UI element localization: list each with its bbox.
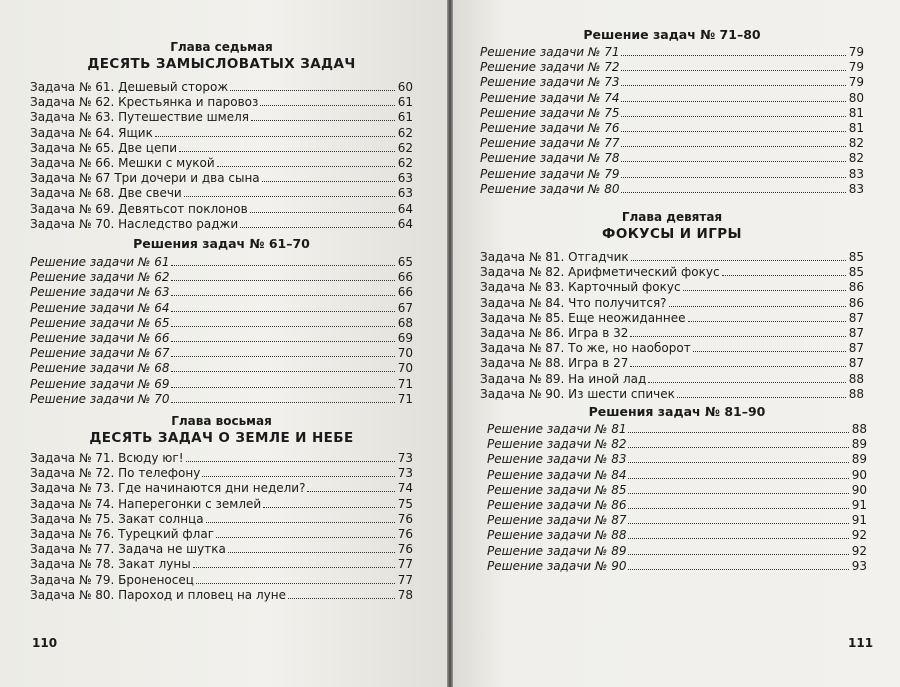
toc-row — [30, 497, 413, 512]
toc-entry-page: 91 — [851, 497, 867, 512]
toc-entry-page: 71 — [397, 391, 413, 406]
toc-entry-page: 77 — [397, 557, 413, 572]
dot-leader — [171, 311, 395, 312]
dot-leader — [621, 131, 846, 132]
toc-entry-title: Решение задачи № 90 — [487, 558, 627, 573]
toc-row — [487, 437, 867, 452]
toc-row — [30, 451, 413, 466]
toc-entry-title: Задача № 67 Три дочери и два сына — [30, 171, 260, 186]
page-number-right: 111 — [848, 636, 874, 650]
toc-row — [30, 202, 413, 217]
toc-row — [480, 387, 864, 402]
toc-entry-title: Задача № 73. Где начинаются дни недели? — [30, 481, 306, 496]
toc-row — [30, 217, 413, 232]
toc-entry-title: Задача № 63. Путешествие шмеля — [30, 110, 249, 125]
chapter-9-title: ФОКУСЫ И ИГРЫ — [602, 226, 742, 242]
toc-entry-title: Задача № 74. Наперегонки с землей — [30, 496, 262, 511]
toc-entry-title: Решение задачи № 61 — [30, 255, 170, 269]
toc-row — [30, 110, 413, 125]
chapter-7-list — [30, 80, 413, 232]
toc-row — [480, 106, 864, 121]
toc-entry-title: Задача № 61. Дешевый сторож — [30, 80, 229, 94]
toc-entry-page: 62 — [397, 140, 413, 155]
toc-entry-page: 70 — [397, 361, 413, 376]
toc-entry-title: Задача № 70. Наследство раджи — [30, 216, 239, 231]
solutions-71-80-title: Решение задач № 71–80 — [583, 27, 761, 42]
toc-entry-page: 62 — [397, 125, 413, 140]
toc-entry-title: Решение задачи № 65 — [30, 315, 170, 330]
toc-row — [30, 481, 413, 496]
toc-entry-page: 62 — [397, 155, 413, 170]
dot-leader — [621, 70, 846, 71]
solutions-71-80-block — [480, 27, 864, 197]
dot-leader — [262, 181, 395, 182]
toc-entry-page: 83 — [848, 166, 864, 181]
toc-entry-title: Решение задачи № 76 — [480, 120, 620, 135]
dot-leader — [677, 397, 846, 398]
chapter-7-label: Глава седьмая — [170, 40, 273, 54]
toc-entry-title: Задача № 76. Турецкий флаг — [30, 526, 214, 541]
toc-row — [480, 296, 864, 311]
dot-leader — [628, 462, 849, 463]
toc-entry-page: 77 — [397, 572, 413, 587]
dot-leader — [307, 491, 395, 492]
toc-row — [487, 452, 867, 467]
dot-leader — [171, 280, 395, 281]
toc-entry-page: 75 — [397, 496, 413, 511]
toc-row — [30, 156, 413, 171]
toc-entry-page: 67 — [397, 300, 413, 315]
toc-entry-page: 82 — [848, 151, 864, 166]
toc-entry-title: Решение задачи № 84 — [487, 467, 627, 482]
toc-row — [30, 377, 413, 392]
dot-leader — [628, 447, 849, 448]
toc-entry-title: Решение задачи № 64 — [30, 300, 170, 315]
toc-row — [30, 95, 413, 110]
toc-entry-page: 82 — [848, 136, 864, 151]
toc-entry-title: Решение задачи № 67 — [30, 346, 170, 361]
toc-entry-page: 90 — [851, 467, 867, 482]
dot-leader — [648, 382, 846, 383]
chapter-7-title: ДЕСЯТЬ ЗАМЫСЛОВАТЫХ ЗАДАЧ — [87, 56, 356, 72]
toc-row — [30, 301, 413, 316]
toc-row — [487, 513, 867, 528]
dot-leader — [628, 493, 849, 494]
chapter-8-title: ДЕСЯТЬ ЗАДАЧ О ЗЕМЛЕ И НЕБЕ — [89, 430, 354, 446]
toc-entry-title: Задача № 83. Карточный фокус — [480, 280, 681, 295]
dot-leader — [631, 260, 846, 261]
toc-entry-page: 76 — [397, 511, 413, 526]
toc-entry-page: 68 — [397, 315, 413, 330]
toc-entry-page: 90 — [851, 482, 867, 497]
toc-entry-title: Задача № 62. Крестьянка и паровоз — [30, 95, 259, 110]
toc-entry-title: Решение задачи № 85 — [487, 482, 627, 497]
dot-leader — [193, 567, 395, 568]
toc-row — [480, 60, 864, 75]
toc-entry-title: Задача № 80. Пароход и пловец на луне — [30, 587, 286, 602]
toc-entry-title: Решение задачи № 83 — [487, 452, 627, 467]
toc-entry-page: 76 — [397, 526, 413, 541]
dot-leader — [693, 351, 846, 352]
toc-entry-title: Задача № 64. Ящик — [30, 125, 153, 140]
dot-leader — [621, 177, 846, 178]
toc-entry-title: Решение задачи № 63 — [30, 285, 170, 300]
toc-row — [30, 346, 413, 361]
toc-entry-title: Решение задачи № 72 — [480, 60, 620, 75]
toc-entry-title: Решение задачи № 73 — [480, 75, 620, 90]
dot-leader — [240, 227, 395, 228]
toc-entry-page: 86 — [848, 280, 864, 295]
toc-entry-page: 66 — [397, 285, 413, 300]
toc-entry-page: 87 — [848, 325, 864, 340]
dot-leader — [263, 507, 395, 508]
toc-entry-title: Задача № 81. Отгадчик — [480, 250, 629, 264]
chapter-8-list — [30, 451, 413, 603]
toc-entry-page: 85 — [848, 265, 864, 280]
dot-leader — [621, 85, 846, 86]
toc-entry-page: 93 — [851, 558, 867, 573]
toc-entry-page: 74 — [397, 481, 413, 496]
toc-entry-page: 73 — [397, 451, 413, 465]
toc-row — [480, 356, 864, 371]
toc-entry-title: Решение задачи № 66 — [30, 330, 170, 345]
toc-row — [30, 588, 413, 603]
toc-row — [487, 422, 867, 437]
toc-entry-page: 76 — [397, 542, 413, 557]
dot-leader — [184, 196, 395, 197]
solutions-81-90-title: Решения задач № 81–90 — [588, 404, 766, 419]
chapter-7-block — [30, 40, 413, 232]
toc-entry-page: 87 — [848, 356, 864, 371]
page-number-left: 110 — [32, 636, 58, 650]
toc-row — [480, 167, 864, 182]
toc-entry-page: 88 — [848, 371, 864, 386]
toc-row — [487, 498, 867, 513]
toc-entry-page: 88 — [848, 386, 864, 401]
toc-entry-page: 71 — [397, 376, 413, 391]
dot-leader — [228, 552, 395, 553]
dot-leader — [196, 583, 395, 584]
toc-entry-title: Решение задачи № 80 — [480, 181, 620, 196]
toc-row — [480, 250, 864, 265]
dot-leader — [621, 146, 846, 147]
toc-row — [30, 141, 413, 156]
solutions-81-90-list — [487, 422, 867, 574]
toc-entry-title: Задача № 71. Всюду юг! — [30, 451, 184, 465]
dot-leader — [288, 598, 395, 599]
chapter-9-block — [480, 210, 864, 402]
dot-leader — [683, 290, 846, 291]
toc-row — [30, 171, 413, 186]
toc-row — [30, 331, 413, 346]
dot-leader — [628, 432, 849, 433]
dot-leader — [628, 508, 849, 509]
toc-entry-title: Решение задачи № 75 — [480, 105, 620, 120]
dot-leader — [171, 295, 395, 296]
toc-entry-title: Решение задачи № 69 — [30, 376, 170, 391]
dot-leader — [171, 326, 395, 327]
dot-leader — [260, 105, 395, 106]
toc-entry-title: Задача № 84. Что получится? — [480, 295, 667, 310]
dot-leader — [171, 402, 395, 403]
toc-entry-page: 78 — [397, 587, 413, 602]
toc-row — [480, 326, 864, 341]
toc-entry-page: 64 — [397, 201, 413, 216]
toc-row — [30, 512, 413, 527]
toc-entry-title: Задача № 85. Еще неожиданнее — [480, 310, 686, 325]
toc-row — [487, 468, 867, 483]
toc-entry-page: 66 — [397, 270, 413, 285]
toc-row — [30, 542, 413, 557]
dot-leader — [722, 275, 846, 276]
toc-entry-title: Задача № 88. Игра в 27 — [480, 356, 629, 371]
toc-row — [30, 573, 413, 588]
dot-leader — [621, 116, 846, 117]
dot-leader — [186, 461, 395, 462]
dot-leader — [628, 554, 849, 555]
dot-leader — [217, 166, 395, 167]
toc-entry-page: 89 — [851, 452, 867, 467]
solutions-71-80-list — [480, 45, 864, 197]
toc-row — [480, 311, 864, 326]
toc-entry-page: 60 — [397, 80, 413, 94]
dot-leader — [628, 569, 849, 570]
toc-row — [480, 280, 864, 295]
chapter-8-label: Глава восьмая — [171, 414, 272, 428]
toc-row — [487, 528, 867, 543]
toc-entry-title: Задача № 65. Две цепи — [30, 140, 177, 155]
dot-leader — [628, 478, 849, 479]
toc-row — [480, 265, 864, 280]
solutions-81-90-block — [487, 404, 867, 574]
toc-entry-page: 70 — [397, 346, 413, 361]
dot-leader — [202, 476, 395, 477]
dot-leader — [171, 341, 395, 342]
toc-entry-title: Решение задачи № 79 — [480, 166, 620, 181]
dot-leader — [630, 366, 846, 367]
chapter-8-block — [30, 414, 413, 603]
solutions-61-70-list — [30, 255, 413, 407]
toc-entry-page: 79 — [848, 60, 864, 75]
dot-leader — [621, 101, 846, 102]
toc-row — [480, 91, 864, 106]
toc-entry-title: Решение задачи № 62 — [30, 270, 170, 285]
toc-entry-page: 91 — [851, 513, 867, 528]
toc-entry-page: 61 — [397, 95, 413, 110]
dot-leader — [171, 356, 395, 357]
toc-entry-page: 65 — [397, 255, 413, 269]
toc-row — [480, 75, 864, 90]
toc-row — [480, 372, 864, 387]
toc-entry-page: 79 — [848, 45, 864, 59]
dot-leader — [171, 371, 395, 372]
toc-entry-page: 92 — [851, 528, 867, 543]
toc-entry-title: Задача № 66. Мешки с мукой — [30, 155, 215, 170]
dot-leader — [669, 306, 846, 307]
toc-entry-page: 86 — [848, 295, 864, 310]
toc-entry-page: 81 — [848, 120, 864, 135]
toc-entry-title: Задача № 77. Задача не шутка — [30, 542, 226, 557]
dot-leader — [251, 120, 395, 121]
dot-leader — [206, 522, 395, 523]
dot-leader — [621, 161, 846, 162]
left-page — [0, 0, 447, 687]
dot-leader — [230, 90, 395, 91]
toc-entry-page: 81 — [848, 105, 864, 120]
dot-leader — [250, 212, 395, 213]
solutions-61-70-block — [30, 236, 413, 407]
toc-entry-title: Решение задачи № 78 — [480, 151, 620, 166]
toc-entry-title: Задача № 87. То же, но наоборот — [480, 341, 691, 356]
toc-entry-page: 73 — [397, 466, 413, 481]
toc-entry-page: 63 — [397, 186, 413, 201]
chapter-9-list — [480, 250, 864, 402]
toc-row — [30, 527, 413, 542]
toc-row — [487, 544, 867, 559]
right-page — [453, 0, 900, 687]
toc-entry-page: 61 — [397, 110, 413, 125]
toc-entry-page: 88 — [851, 422, 867, 436]
toc-entry-page: 69 — [397, 330, 413, 345]
dot-leader — [155, 136, 395, 137]
toc-entry-title: Задача № 82. Арифметический фокус — [480, 265, 720, 280]
toc-entry-title: Задача № 90. Из шести спичек — [480, 386, 675, 401]
toc-entry-title: Решение задачи № 70 — [30, 391, 170, 406]
toc-entry-title: Решение задачи № 81 — [487, 422, 627, 436]
toc-row — [30, 557, 413, 572]
toc-entry-title: Решение задачи № 82 — [487, 437, 627, 452]
toc-row — [30, 126, 413, 141]
toc-entry-title: Задача № 86. Игра в 32 — [480, 325, 629, 340]
dot-leader — [171, 387, 395, 388]
toc-row — [480, 182, 864, 197]
dot-leader — [628, 538, 849, 539]
toc-entry-title: Решение задачи № 74 — [480, 90, 620, 105]
dot-leader — [628, 523, 849, 524]
toc-entry-page: 89 — [851, 437, 867, 452]
toc-entry-page: 87 — [848, 341, 864, 356]
toc-entry-page: 92 — [851, 543, 867, 558]
dot-leader — [179, 151, 395, 152]
toc-entry-page: 64 — [397, 216, 413, 231]
toc-entry-title: Задача № 79. Броненосец — [30, 572, 194, 587]
toc-entry-title: Задача № 68. Две свечи — [30, 186, 182, 201]
toc-row — [480, 341, 864, 356]
toc-entry-page: 63 — [397, 171, 413, 186]
toc-row — [487, 483, 867, 498]
toc-row — [487, 559, 867, 574]
toc-row — [30, 80, 413, 95]
toc-row — [30, 361, 413, 376]
toc-entry-title: Решение задачи № 89 — [487, 543, 627, 558]
toc-entry-title: Решение задачи № 68 — [30, 361, 170, 376]
toc-row — [30, 186, 413, 201]
toc-entry-title: Задача № 69. Девятьсот поклонов — [30, 201, 248, 216]
toc-entry-title: Решение задачи № 86 — [487, 497, 627, 512]
toc-row — [30, 270, 413, 285]
solutions-61-70-title: Решения задач № 61–70 — [133, 236, 310, 251]
dot-leader — [621, 192, 846, 193]
toc-entry-title: Задача № 78. Закат луны — [30, 557, 191, 572]
toc-row — [30, 392, 413, 407]
chapter-9-label: Глава девятая — [621, 210, 723, 224]
dot-leader — [630, 336, 846, 337]
toc-entry-page: 87 — [848, 310, 864, 325]
toc-entry-page: 79 — [848, 75, 864, 90]
toc-entry-title: Задача № 75. Закат солнца — [30, 511, 204, 526]
dot-leader — [216, 537, 395, 538]
toc-row — [480, 45, 864, 60]
toc-entry-title: Решение задачи № 88 — [487, 528, 627, 543]
toc-entry-title: Решение задачи № 77 — [480, 136, 620, 151]
toc-row — [480, 151, 864, 166]
toc-entry-title: Задача № 89. На иной лад — [480, 371, 647, 386]
toc-row — [30, 466, 413, 481]
toc-row — [30, 255, 413, 270]
toc-entry-page: 83 — [848, 181, 864, 196]
toc-entry-title: Задача № 72. По телефону — [30, 466, 201, 481]
toc-row — [30, 285, 413, 300]
toc-row — [480, 121, 864, 136]
dot-leader — [688, 321, 846, 322]
toc-entry-page: 85 — [848, 250, 864, 264]
toc-row — [30, 316, 413, 331]
toc-row — [480, 136, 864, 151]
toc-entry-title: Решение задачи № 71 — [480, 45, 620, 59]
toc-entry-title: Решение задачи № 87 — [487, 513, 627, 528]
toc-entry-page: 80 — [848, 90, 864, 105]
dot-leader — [621, 55, 846, 56]
dot-leader — [171, 265, 395, 266]
